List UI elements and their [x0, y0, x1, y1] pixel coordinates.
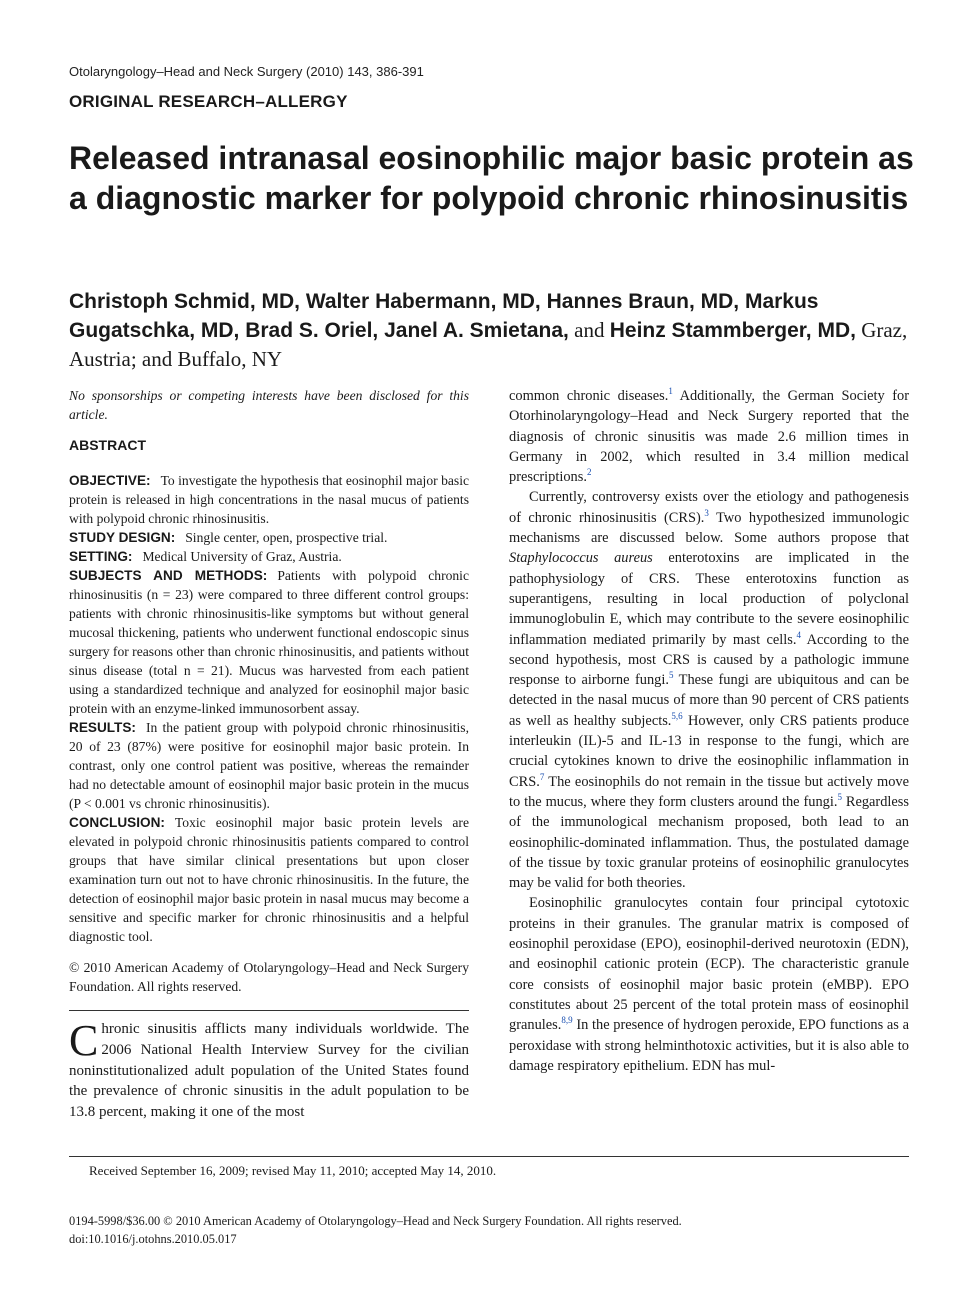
body-text: common chronic diseases.: [509, 388, 669, 404]
drop-cap: C: [69, 1016, 99, 1065]
abstract-text: In the patient group with polypoid chronic rhinosinusitis, 20 of 23 (87%) were positive for eosinophil major basic protein. In contrast, only one control patient was positive, whereas the remainder had no detectable amount of eosinophil major basic protein in the mucus (P < 0.001 vs chronic rhinosinusitis).: [69, 720, 469, 811]
abstract-setting: [69, 547, 469, 566]
issn-line: 0194-5998/$36.00 © 2010 American Academy of Otolaryngology–Head and Neck Surgery Foundation. All rights reserved.: [69, 1214, 682, 1228]
abstract-heading: ABSTRACT: [69, 437, 146, 453]
abstract-label: CONCLUSION:: [69, 815, 165, 830]
body-paragraph: [509, 487, 909, 893]
body-text: Two hypothesized immunologic mechanisms are discussed below. Some authors propose that: [509, 509, 909, 547]
citation-link[interactable]: 7: [539, 771, 545, 782]
authors-last: Heinz Stammberger, MD,: [609, 319, 856, 342]
abstract-copyright: © 2010 American Academy of Otolaryngology–Head and Neck Surgery Foundation. All rights reserved.: [69, 960, 469, 994]
author-affiliation: Graz, Austria; and Buffalo, NY: [69, 318, 908, 371]
body-text: In the presence of hydrogen peroxide, EPO functions as a peroxidase with strong helminthotoxic activities, but it is also able to damage respiratory epithelium. EDN has mul-: [509, 1017, 909, 1074]
body-paragraph: [509, 893, 909, 1076]
abstract-text: Medical University of Graz, Austria.: [142, 549, 342, 564]
abstract-label: RESULTS:: [69, 720, 136, 735]
abstract-text: Toxic eosinophil major basic protein levels are elevated in polypoid chronic rhinosinusitis patients compared to control groups that have similar clinical presentations but upon closer examination turn out not to have chronic rhinosinusitis. In the future, the detection of eosinophil major basic protein in nasal mucus may become a sensitive and specific marker for chronic rhinosinusitis and a helpful diagnostic tool.: [69, 815, 469, 944]
abstract-text: Patients with polypoid chronic rhinosinusitis (n = 23) were compared to three different control groups: patients with chronic rhinosinusitis-like symptoms but without general mucosal thickening, patients who underwent functional endoscopic sinus surgery for reasons other than chronic rhinosinusitis, and patients without sinus disease (total n = 21). Mucus was harvested from each patient using a standardized technique and analyzed for eosinophil major basic protein with an enzyme-linked immunosorbent assay.: [69, 568, 469, 716]
citation-link[interactable]: 1: [668, 386, 673, 397]
abstract-results: [69, 718, 469, 813]
author-list: [69, 288, 929, 374]
abstract-conclusion: [69, 813, 469, 946]
body-text: Eosinophilic granulocytes contain four principal cytotoxic proteins in their granules. The granular matrix is composed of eosinophil peroxidase (EPO), eosinophil-derived neurotoxin (EDN), and eosinophil cationic protein (ECP). The characteristic granule core consists of eosinophil major basic protein (eMBP). EPO constitutes about 25 percent of the total protein mass of eosinophil granules.: [509, 895, 909, 1034]
received-dates: Received September 16, 2009; revised May 11, 2010; accepted May 14, 2010.: [89, 1163, 497, 1178]
body-text: Additionally, the German Society for Otorhinolaryngology–Head and Neck Surgery reported that the diagnosis of chronic sinusitis was made 2.6 million times in Germany in 2002, which resulted in 3.4 million medical prescriptions.: [509, 388, 909, 486]
abstract-methods: [69, 566, 469, 718]
body-text: However, only CRS patients produce interleukin (IL)-5 and IL-13 in response to the fungi, which are crucial cytokines known to drive the eosinophilic inflammation in CRS.: [509, 712, 909, 790]
intro-text: hronic sinusitis afflicts many individuals worldwide. The 2006 National Health Interview Survey for the civilian noninstitutionalized adult population of the United States found the prevalence of chronic sinusitis in the adult population to be 13.8 percent, making it one of the most: [69, 1021, 469, 1121]
abstract-body: [69, 471, 469, 946]
doi-link[interactable]: doi:10.1016/j.otohns.2010.05.017: [69, 1232, 237, 1246]
abstract-text: To investigate the hypothesis that eosinophil major basic protein is released in high concentrations in the nasal mucus of patients with polypoid chronic rhinosinusitis.: [69, 473, 469, 526]
right-column: [509, 386, 909, 1076]
footnote-divider: [69, 1156, 909, 1157]
body-text: The eosinophils do not remain in the tissue but actively move to the mucus, where they form clusters around the fungi.: [509, 773, 909, 810]
abstract-study-design: [69, 528, 469, 547]
body-text: Currently, controversy exists over the etiology and pathogenesis of chronic rhinosinusitis (CRS).: [509, 489, 909, 526]
citation-link[interactable]: 4: [796, 629, 801, 640]
column-divider: [69, 1010, 469, 1011]
citation-link[interactable]: 3: [704, 507, 709, 518]
citation-link[interactable]: 5: [668, 670, 674, 681]
abstract-label: OBJECTIVE:: [69, 473, 151, 488]
issn-footer: [69, 1212, 682, 1248]
body-paragraph: [509, 386, 909, 487]
section-label: ORIGINAL RESEARCH–ALLERGY: [69, 92, 348, 111]
citation-link[interactable]: 5: [837, 792, 842, 803]
abstract-label: SETTING:: [69, 549, 133, 564]
intro-paragraph: [69, 1016, 469, 1123]
body-text: These fungi are ubiquitous and can be detected in the nasal mucus of more than 90 percent of CRS patients as well as healthy subjects.: [509, 672, 909, 729]
disclosure-note: No sponsorships or competing interests have been disclosed for this article.: [69, 388, 469, 422]
abstract-objective: [69, 471, 469, 528]
authors-conjunction: and: [568, 318, 610, 342]
left-column: [69, 386, 469, 1123]
abstract-label: STUDY DESIGN:: [69, 530, 176, 545]
citation-link[interactable]: 8,9: [561, 1015, 573, 1026]
article-title: Released intranasal eosinophilic major basic protein as a diagnostic marker for polypoid chronic rhinosinusitis: [69, 140, 914, 216]
citation-link[interactable]: 5,6: [671, 710, 683, 721]
body-text: According to the second hypothesis, most CRS is caused by a pathologic immune response to airborne fungi.: [509, 631, 909, 689]
journal-citation: Otolaryngology–Head and Neck Surgery (2010) 143, 386-391: [69, 64, 424, 79]
body-text: enterotoxins are implicated in the pathophysiology of CRS. These enterotoxins function as superantigens, resulting in local production of polyclonal immunoglobulin E, which may contribute to the severe eosinophilic inflammation mediated primarily by mast cells.: [509, 550, 909, 648]
abstract-text: Single center, open, prospective trial.: [185, 530, 388, 545]
body-text: Regardless of the immunological mechanism proposed, both lead to an eosinophilic-dominated inflammation. Thus, the postulated damage of the tissue by toxic granular proteins of eosinophilic granulocytes may be valid for both theories.: [509, 793, 909, 892]
species-name: Staphylococcus aureus: [509, 550, 653, 567]
authors-primary: Christoph Schmid, MD, Walter Habermann, MD, Hannes Braun, MD, Markus Gugatschka, MD, Brad S. Oriel, Janel A. Smietana,: [69, 290, 819, 342]
abstract-label: SUBJECTS AND METHODS:: [69, 568, 268, 583]
citation-link[interactable]: 2: [586, 467, 592, 478]
